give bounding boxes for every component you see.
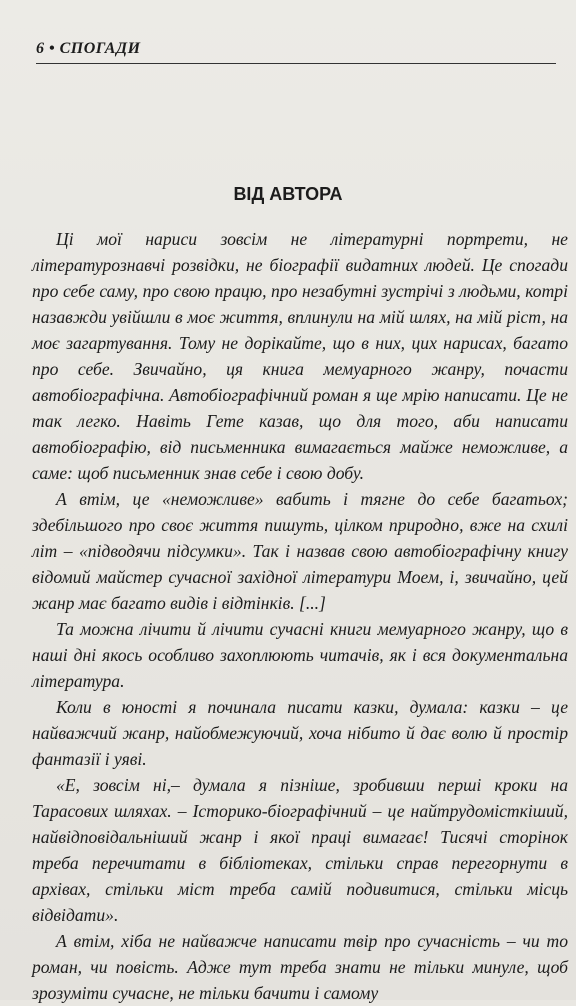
- chapter-title: ВІД АВТОРА: [233, 184, 343, 204]
- running-head: 6 • СПОГАДИ: [36, 40, 141, 57]
- paragraph: «Е, зовсім ні,– думала я пізніше, зробивши перші кроки на Тарасових шляхах. – Історико-біографічний – це найтрудомісткіший, найвідповідальніший жанр і якої праці вимагає! Тисячі сторінок треба перечитати в бібліотеках, стільки справ перегорнути в архівах, стільки міст треба самій подивитися, стільки місць відвідати».: [32, 775, 568, 925]
- paragraph: А втім, хіба не найважче написати твір про сучасність – чи то роман, чи повість. Адже тут треба знати не тільки минуле, щоб зрозуміти сучасне, не тільки бачити і самому: [32, 931, 568, 1003]
- paragraph: А втім, це «неможливе» вабить і тягне до себе багатьох; здебільшого про своє життя пишуть, цілком природно, вже на схилі літ – «підводячи підсумки». Так і назвав свою автобіографічну книгу відомий майстер сучасної західної літератури Моем, і, звичайно, цей жанр має багато видів і відтінків. [...]: [32, 489, 568, 613]
- header-rule: [36, 63, 556, 64]
- paragraph: Та можна лічити й лічити сучасні книги мемуарного жанру, що в наші дні якось особливо захоплюють читачів, як і вся документальна література.: [32, 619, 568, 691]
- paragraph: Коли в юності я починала писати казки, думала: казки – це найважчий жанр, найобмежуючий, хоча нібито й дає волю й простір фантазії і уяві.: [32, 697, 568, 769]
- paragraph: Ці мої нариси зовсім не літературні портрети, не літературознавчі розвідки, не біографії видатних людей. Це спогади про себе саму, про свою працю, про незабутні зустрічі з людьми, котрі назавжди увійшли в моє життя, вплинули на мій шлях, на мій ріст, на моє загартування. Тому не дорікайте, що в них, цих нарисах, багато про себе. Звичайно, ця книга мемуарного жанру, почасти автобіографічна. Автобіографічний роман я ще мрію написати. Це не так легко. Навіть Гете казав, що для того, аби написати автобіографію, від письменника вимагається майже неможливе, а саме: щоб письменник знав себе і свою добу.: [32, 229, 568, 483]
- body-text: [32, 226, 568, 1006]
